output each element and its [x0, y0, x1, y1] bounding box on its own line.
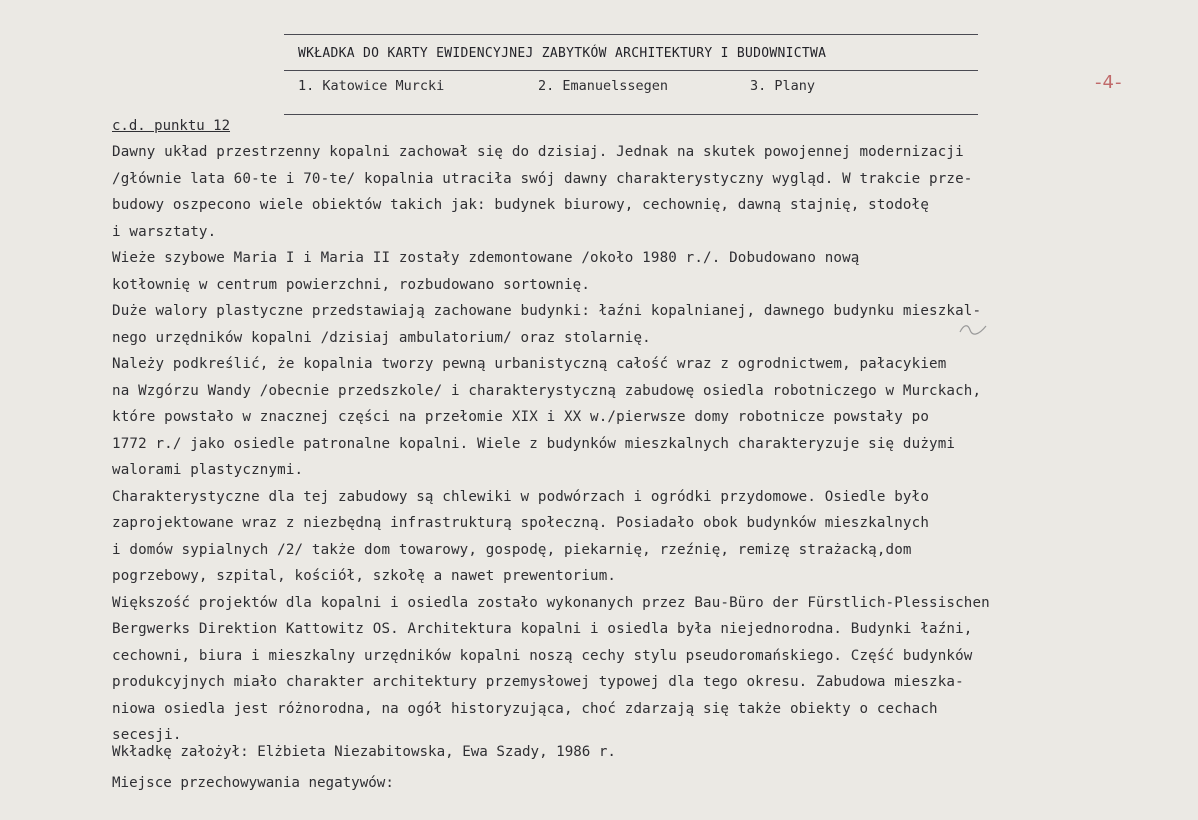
header-title: WKŁADKA DO KARTY EWIDENCYJNEJ ZABYTKÓW ARCHITEKTURY I BUDOWNICTWA	[298, 46, 827, 61]
body-line: Należy podkreślić, że kopalnia tworzy pewną urbanistyczną całość wraz z ogrodnictwem, pałacykiem	[112, 356, 947, 372]
section-label: c.d. punktu 12	[112, 118, 231, 134]
body-line: Wieże szybowe Maria I i Maria II zostały zdemontowane /około 1980 r./. Dobudowano nową	[112, 250, 860, 266]
body-line: nego urzędników kopalni /dzisiaj ambulatorium/ oraz stolarnię.	[112, 329, 651, 346]
body-line: budowy oszpecono wiele obiektów takich jak: budynek biurowy, cechownię, dawną stajnię, stodołę	[112, 197, 930, 213]
header-item-location: 1. Katowice Murcki	[298, 78, 445, 94]
body-line: zaprojektowane wraz z niezbędną infrastrukturą społeczną. Posiadało obok budynków mieszkalnych	[112, 515, 930, 531]
body-line: Większość projektów dla kopalni i osiedla zostało wykonanych przez Bau-Büro der Fürstlich-Plessischen	[112, 594, 990, 611]
header-top-rule	[284, 34, 978, 35]
header-item-plans: 3. Plany	[750, 78, 816, 94]
body-line: Duże walory plastyczne przedstawiają zachowane budynki: łaźni kopalnianej, dawnego budynku mieszkal-	[112, 303, 982, 319]
body-line: secesji.	[112, 727, 182, 743]
body-line: Bergwerks Direktion Kattowitz OS. Architektura kopalni i osiedla była niejednorodna. Budynki łaźni,	[112, 621, 973, 637]
body-line: /głównie lata 60-te i 70-te/ kopalnia utraciła swój dawny charakterystyczny wygląd. W trakcie prze-	[112, 170, 973, 187]
header-bottom-rule	[284, 114, 978, 115]
header-middle-rule	[284, 70, 978, 71]
handwritten-correction-mark	[956, 318, 996, 338]
body-line: Dawny układ przestrzenny kopalni zachował się do dzisiaj. Jednak na skutek powojennej modernizacji	[112, 144, 964, 160]
page-number: -4-	[1095, 72, 1123, 93]
body-line: i domów sypialnych /2/ także dom towarowy, gospodę, piekarnię, rzeźnię, remizę strażacką,dom	[112, 541, 912, 558]
body-line: niowa osiedla jest różnorodna, na ogół historyzująca, choć zdarzają się także obiekty o cechach	[112, 700, 938, 717]
footer-negatives: Miejsce przechowywania negatywów:	[112, 775, 394, 791]
body-line: walorami plastycznymi.	[112, 462, 304, 478]
body-line: cechowni, biura i mieszkalny urzędników kopalni noszą cechy stylu pseudoromańskiego. Część budynków	[112, 647, 973, 664]
body-line: i warsztaty.	[112, 223, 217, 240]
body-line: które powstało w znacznej części na przełomie XIX i XX w./pierwsze domy robotnicze powstały po	[112, 409, 930, 425]
body-line: Charakterystyczne dla tej zabudowy są chlewiki w podwórzach i ogródki przydomowe. Osiedle było	[112, 488, 930, 505]
body-line: produkcyjnych miało charakter architektury przemysłowej typowej dla tego okresu. Zabudowa mieszka-	[112, 674, 964, 690]
header-item-name: 2. Emanuelssegen	[538, 78, 669, 94]
footer-authors: Wkładkę założył: Elżbieta Niezabitowska, Ewa Szady, 1986 r.	[112, 744, 616, 760]
body-line: 1772 r./ jako osiedle patronalne kopalni. Wiele z budynków mieszkalnych charakteryzuje się dużymi	[112, 435, 956, 452]
body-line: pogrzebowy, szpital, kościół, szkołę a nawet prewentorium.	[112, 568, 617, 584]
body-line: na Wzgórzu Wandy /obecnie przedszkole/ i charakterystyczną zabudowę osiedla robotniczego w Murckach,	[112, 382, 982, 399]
body-line: kotłownię w centrum powierzchni, rozbudowano sortownię.	[112, 276, 591, 293]
